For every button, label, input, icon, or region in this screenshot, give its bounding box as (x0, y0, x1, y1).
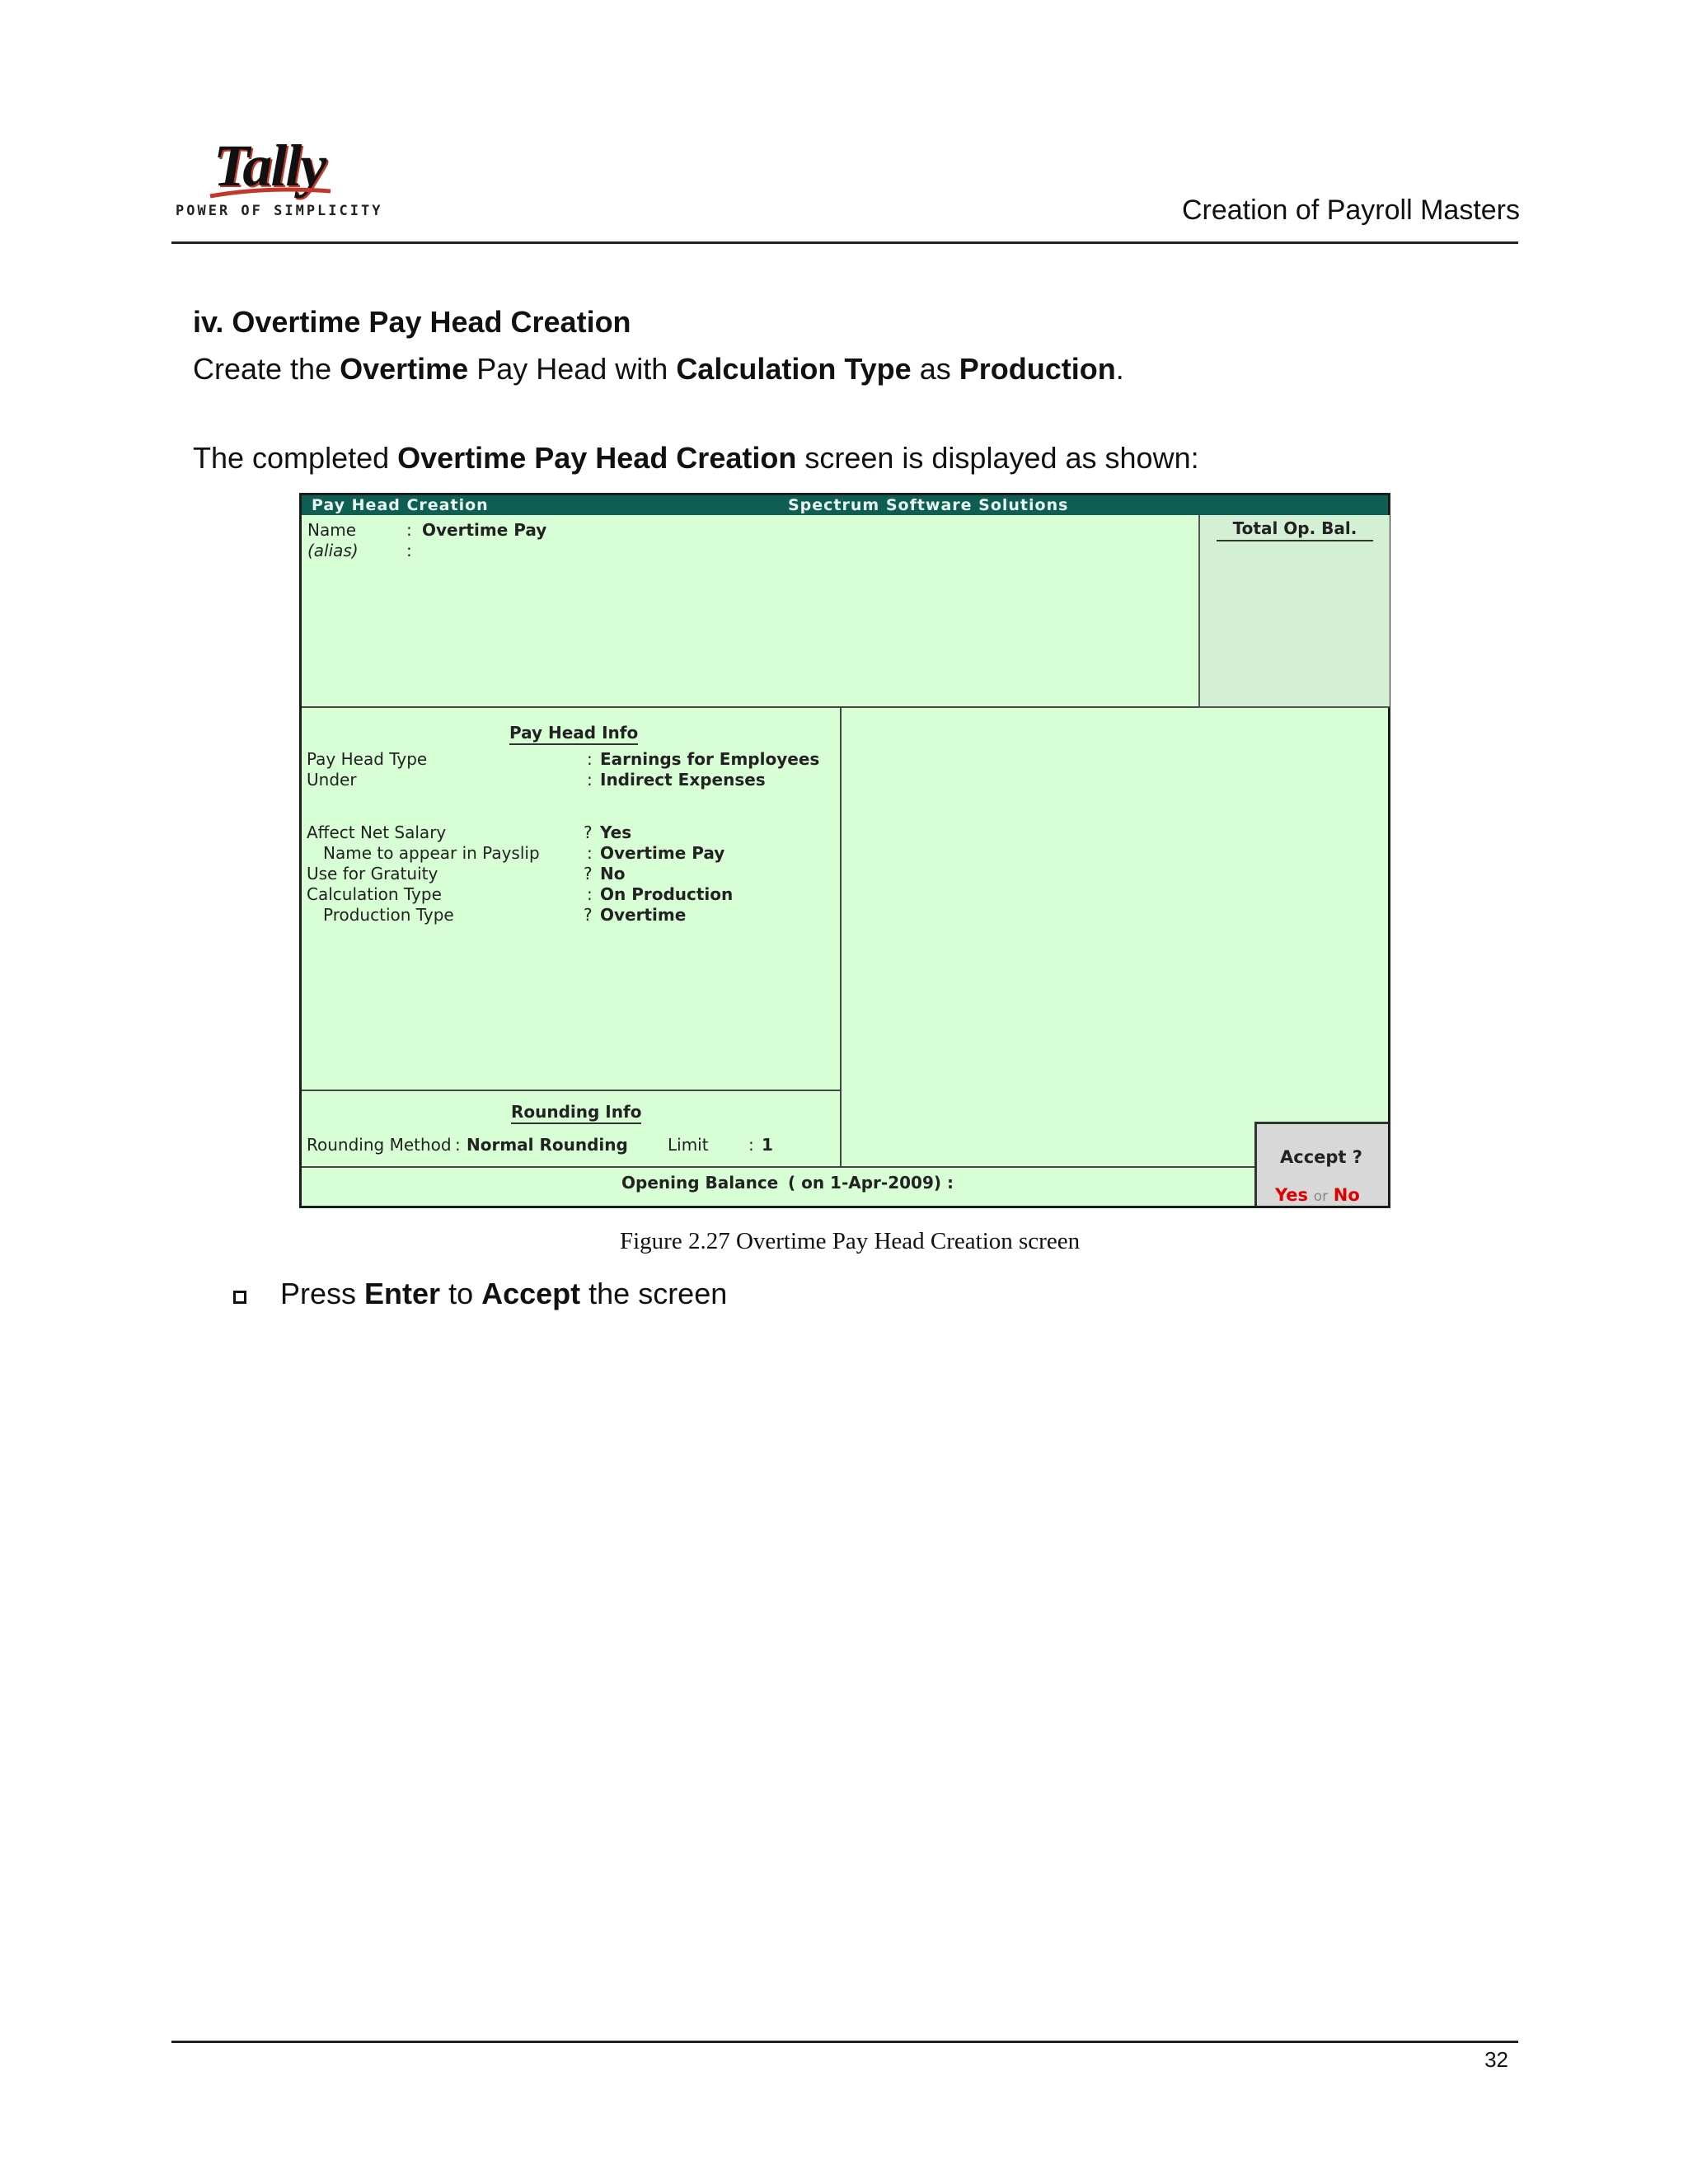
screen-title: Pay Head Creation (312, 496, 489, 514)
total-op-bal-heading: Total Op. Bal. (1217, 518, 1373, 541)
accept-dialog (1254, 1122, 1388, 1206)
section-divider (302, 706, 1198, 708)
accept-question: Accept ? (1280, 1147, 1362, 1167)
opening-balance-date: ( on 1-Apr-2009) : (788, 1173, 954, 1193)
pay-head-type-label: Pay Head Type (307, 749, 428, 769)
accept-options (1275, 1185, 1360, 1205)
field-separator: : (587, 884, 593, 904)
field-separator: : (587, 770, 593, 790)
figure-caption: Figure 2.27 Overtime Pay Head Creation screen (620, 1228, 1081, 1254)
production-type-field[interactable]: Overtime (600, 905, 687, 925)
accept-or-text: or (1313, 1188, 1329, 1205)
rounding-info-title: Rounding Info (511, 1102, 641, 1124)
opening-balance-divider (302, 1166, 1256, 1168)
use-for-gratuity-label: Use for Gratuity (307, 864, 438, 883)
accept-no-option[interactable]: No (1333, 1185, 1360, 1205)
section-heading: iv. Overtime Pay Head Creation (193, 305, 631, 339)
bullet-square-icon (233, 1291, 246, 1304)
opening-balance-label: Opening Balance (621, 1173, 779, 1193)
instruction-bullet: Press Enter to Accept the screen (280, 1277, 728, 1310)
affect-net-salary-label: Affect Net Salary (307, 823, 447, 842)
accept-yes-option[interactable]: Yes (1275, 1185, 1309, 1205)
logo-tagline: POWER OF SIMPLICITY (176, 203, 383, 219)
company-name: Spectrum Software Solutions (788, 496, 1069, 514)
alias-separator: : (406, 541, 412, 560)
page-header-title: Creation of Payroll Masters (1181, 194, 1520, 226)
field-separator: : (587, 749, 593, 769)
limit-label: Limit (668, 1135, 709, 1155)
field-separator: ? (584, 864, 593, 883)
name-field[interactable]: Overtime Pay (422, 520, 547, 540)
tally-logo (176, 132, 383, 223)
total-op-bal-panel (1198, 515, 1390, 708)
field-separator: : (748, 1135, 754, 1155)
alias-label: (alias) (307, 541, 359, 560)
page-number-value: 32 (1484, 2047, 1508, 2072)
rounding-divider (302, 1090, 841, 1091)
production-type-label: Production Type (323, 905, 454, 925)
affect-net-salary-field[interactable]: Yes (600, 823, 632, 842)
limit-field[interactable]: 1 (762, 1135, 773, 1155)
field-separator: : (455, 1135, 461, 1155)
calculation-type-label: Calculation Type (307, 884, 442, 904)
under-label: Under (307, 770, 357, 790)
payslip-name-label: Name to appear in Payslip (323, 843, 540, 863)
payslip-name-field[interactable]: Overtime Pay (600, 843, 725, 863)
pay-head-creation-screen (299, 493, 1390, 1208)
footer-divider (171, 2041, 1518, 2043)
column-divider (840, 706, 842, 1168)
field-separator: ? (584, 823, 593, 842)
instruction-line: Create the Overtime Pay Head with Calculation Type as Production. (193, 352, 1124, 386)
screen-title-bar (302, 495, 1388, 515)
use-for-gratuity-field[interactable]: No (600, 864, 626, 883)
rounding-method-field[interactable]: Normal Rounding (467, 1135, 628, 1155)
name-label: Name (307, 520, 357, 540)
rounding-method-label: Rounding Method (307, 1135, 452, 1155)
calculation-type-field[interactable]: On Production (600, 884, 734, 904)
pay-head-type-field[interactable]: Earnings for Employees (600, 749, 820, 769)
field-separator: ? (584, 905, 593, 925)
pay-head-info-title: Pay Head Info (509, 723, 638, 745)
header-divider (171, 241, 1518, 244)
under-field[interactable]: Indirect Expenses (600, 770, 766, 790)
page-number (1484, 2036, 1508, 2072)
logo-wordmark: Tally (213, 133, 326, 199)
name-separator: : (406, 520, 412, 540)
intro-line: The completed Overtime Pay Head Creation screen is displayed as shown: (193, 441, 1199, 475)
logo-swoosh-icon (209, 185, 332, 201)
alias-field[interactable] (422, 541, 669, 559)
field-separator: : (587, 843, 593, 863)
